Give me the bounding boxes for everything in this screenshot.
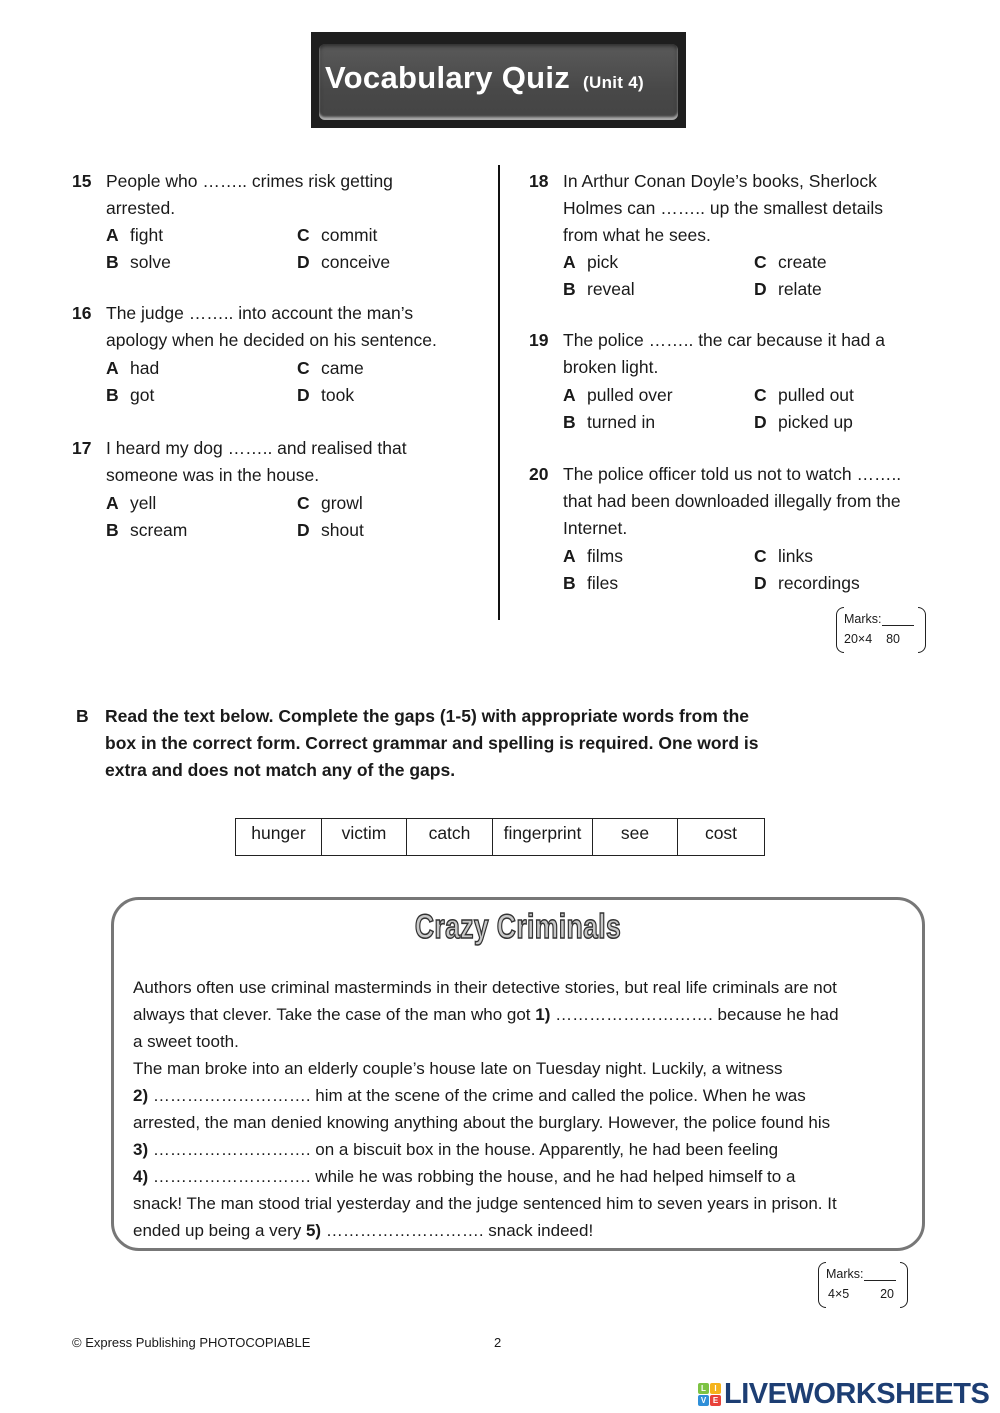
option-b[interactable]: B turned in [563,412,656,432]
marks-box-section-b [818,1262,908,1308]
stem-line: apology when he decided on his sentence. [106,330,437,350]
story-line: a sweet tooth. [133,1032,239,1051]
option-a[interactable]: A fight [106,225,164,245]
option-b[interactable]: B got [106,385,155,405]
stem-line: arrested. [106,198,176,218]
story-text [133,974,913,1244]
question-stem [563,168,883,249]
story-line: ended up being a very 5) ………………………. snack indeed! [133,1221,594,1240]
gap-1-input[interactable]: ………………………. because he had [550,1005,839,1024]
question-stem [106,435,407,489]
option-a[interactable]: A had [106,358,160,378]
word-box [235,818,765,856]
question-number: 16 [72,303,92,323]
option-c[interactable]: C create [754,252,827,272]
question-stem [563,461,901,542]
bracket-left [836,607,844,653]
word-cell: hunger [236,819,322,855]
section-letter: B [76,706,89,726]
option-d[interactable]: D recordings [754,573,860,593]
bracket-right [918,607,926,653]
bracket-right [900,1262,908,1308]
gap-1-label: 1) [535,1005,551,1024]
story-line: Authors often use criminal masterminds in their detective stories, but real life criminals are not [133,978,837,997]
stem-line: broken light. [563,357,659,377]
question-number: 17 [72,438,92,458]
question-16 [72,300,492,410]
gap-5-input[interactable]: ………………………. snack indeed! [321,1221,594,1240]
question-number: 18 [529,171,549,191]
gap-5-label: 5) [305,1221,322,1240]
marks-answer-line[interactable] [864,1280,896,1281]
question-19 [529,327,949,437]
option-a[interactable]: A yell [106,493,157,513]
copyright-footer: © Express Publishing PHOTOCOPIABLE [72,1335,311,1350]
instruction-line: Read the text below. Complete the gaps (1-5) with appropriate words from the [105,706,750,726]
story-box [111,897,925,1251]
marks-total: 20 [880,1287,894,1301]
question-number: 19 [529,330,549,350]
instruction-line: extra and does not match any of the gaps. [105,760,456,780]
gap-2-label: 2) [133,1086,149,1105]
story-line: The man broke into an elderly couple’s house late on Tuesday night. Luckily, a witness [133,1059,783,1078]
question-stem [106,300,437,354]
stem-line: I heard my dog …….. and realised that [106,438,407,458]
question-number: 20 [529,464,549,484]
stem-line: In Arthur Conan Doyle’s books, Sherlock [563,171,877,191]
story-line: snack! The man stood trial yesterday and the judge sentenced him to seven years in prison. It [133,1194,837,1213]
option-c[interactable]: C came [297,358,364,378]
instruction-line: box in the correct form. Correct grammar and spelling is required. One word is [105,733,759,753]
page-number: 2 [494,1335,502,1350]
gap-4-input[interactable]: ………………………. while he was robbing the house, and he had helped himself to a [148,1167,796,1186]
liveworksheets-logo-icon: L I V E [698,1383,721,1406]
marks-label: Marks: [844,612,882,626]
marks-label: Marks: [826,1267,864,1281]
bracket-left [818,1262,826,1308]
option-a[interactable]: A films [563,546,623,566]
option-b[interactable]: B solve [106,252,171,272]
gap-3-label: 3) [133,1140,149,1159]
question-18 [529,168,949,308]
story-line: always that clever. Take the case of the man who got 1) ………………………. because he had [133,1005,839,1024]
stem-line: The judge …….. into account the man’s [106,303,414,323]
question-stem [563,327,885,381]
stem-line: The police …….. the car because it had a [563,330,885,350]
stem-line: from what he sees. [563,225,711,245]
option-d[interactable]: D relate [754,279,822,299]
stem-line: Internet. [563,518,628,538]
story-title: Crazy Criminals [414,908,622,946]
word-cell: victim [322,819,407,855]
question-15 [72,168,492,278]
word-cell: cost [704,823,738,843]
option-b[interactable]: B files [563,573,619,593]
option-d[interactable]: D conceive [297,252,391,272]
question-number: 15 [72,171,92,191]
unit-label: (Unit 4) [583,73,644,92]
option-d[interactable]: D took [297,385,355,405]
option-c[interactable]: C growl [297,493,363,513]
story-line [133,1136,913,1163]
stem-line: The police officer told us not to watch …….. [563,464,902,484]
marks-calc: 4×5 [828,1287,850,1301]
stem-line: that had been downloaded illegally from the [563,491,901,511]
title-banner [311,32,686,128]
option-c[interactable]: C links [754,546,814,566]
liveworksheets-wordmark: LIVEWORKSHEETS [724,1378,990,1410]
title-text: Vocabulary Quiz [325,60,571,95]
question-stem [106,168,393,222]
story-line [133,1082,913,1109]
page-title [325,60,644,96]
liveworksheets-brand[interactable] [698,1378,989,1411]
marks-box-section-a [836,607,926,653]
option-d[interactable]: D picked up [754,412,853,432]
marks-calc: 20×4 [844,632,873,646]
story-line [133,1163,913,1190]
stem-line: People who …….. crimes risk getting [106,171,393,191]
marks-answer-line[interactable] [882,625,914,626]
stem-line: someone was in the house. [106,465,320,485]
column-divider [498,165,500,620]
option-b[interactable]: B reveal [563,279,635,299]
option-a[interactable]: A pick [563,252,619,272]
word-cell: see [593,819,678,855]
option-c[interactable]: C commit [297,225,378,245]
word-cell: catch [407,819,493,855]
instruction-text [105,703,905,784]
gap-2-input[interactable]: ………………………. him at the scene of the crime and called the police. When he was [148,1086,806,1105]
word-cell: fingerprint [493,819,593,855]
option-d[interactable]: D shout [297,520,364,540]
stem-line: Holmes can …….. up the smallest details [563,198,883,218]
option-a[interactable]: A pulled over [563,385,673,405]
option-c[interactable]: C pulled out [754,385,854,405]
option-b[interactable]: B scream [106,520,188,540]
question-17 [72,435,492,545]
marks-total: 80 [886,632,900,646]
story-line: arrested, the man denied knowing anything about the burglary. However, the police found his [133,1113,831,1132]
gap-3-input[interactable]: ………………………. on a biscuit box in the house. Apparently, he had been feeling [148,1140,779,1159]
gap-4-label: 4) [133,1167,149,1186]
question-20 [529,461,949,601]
